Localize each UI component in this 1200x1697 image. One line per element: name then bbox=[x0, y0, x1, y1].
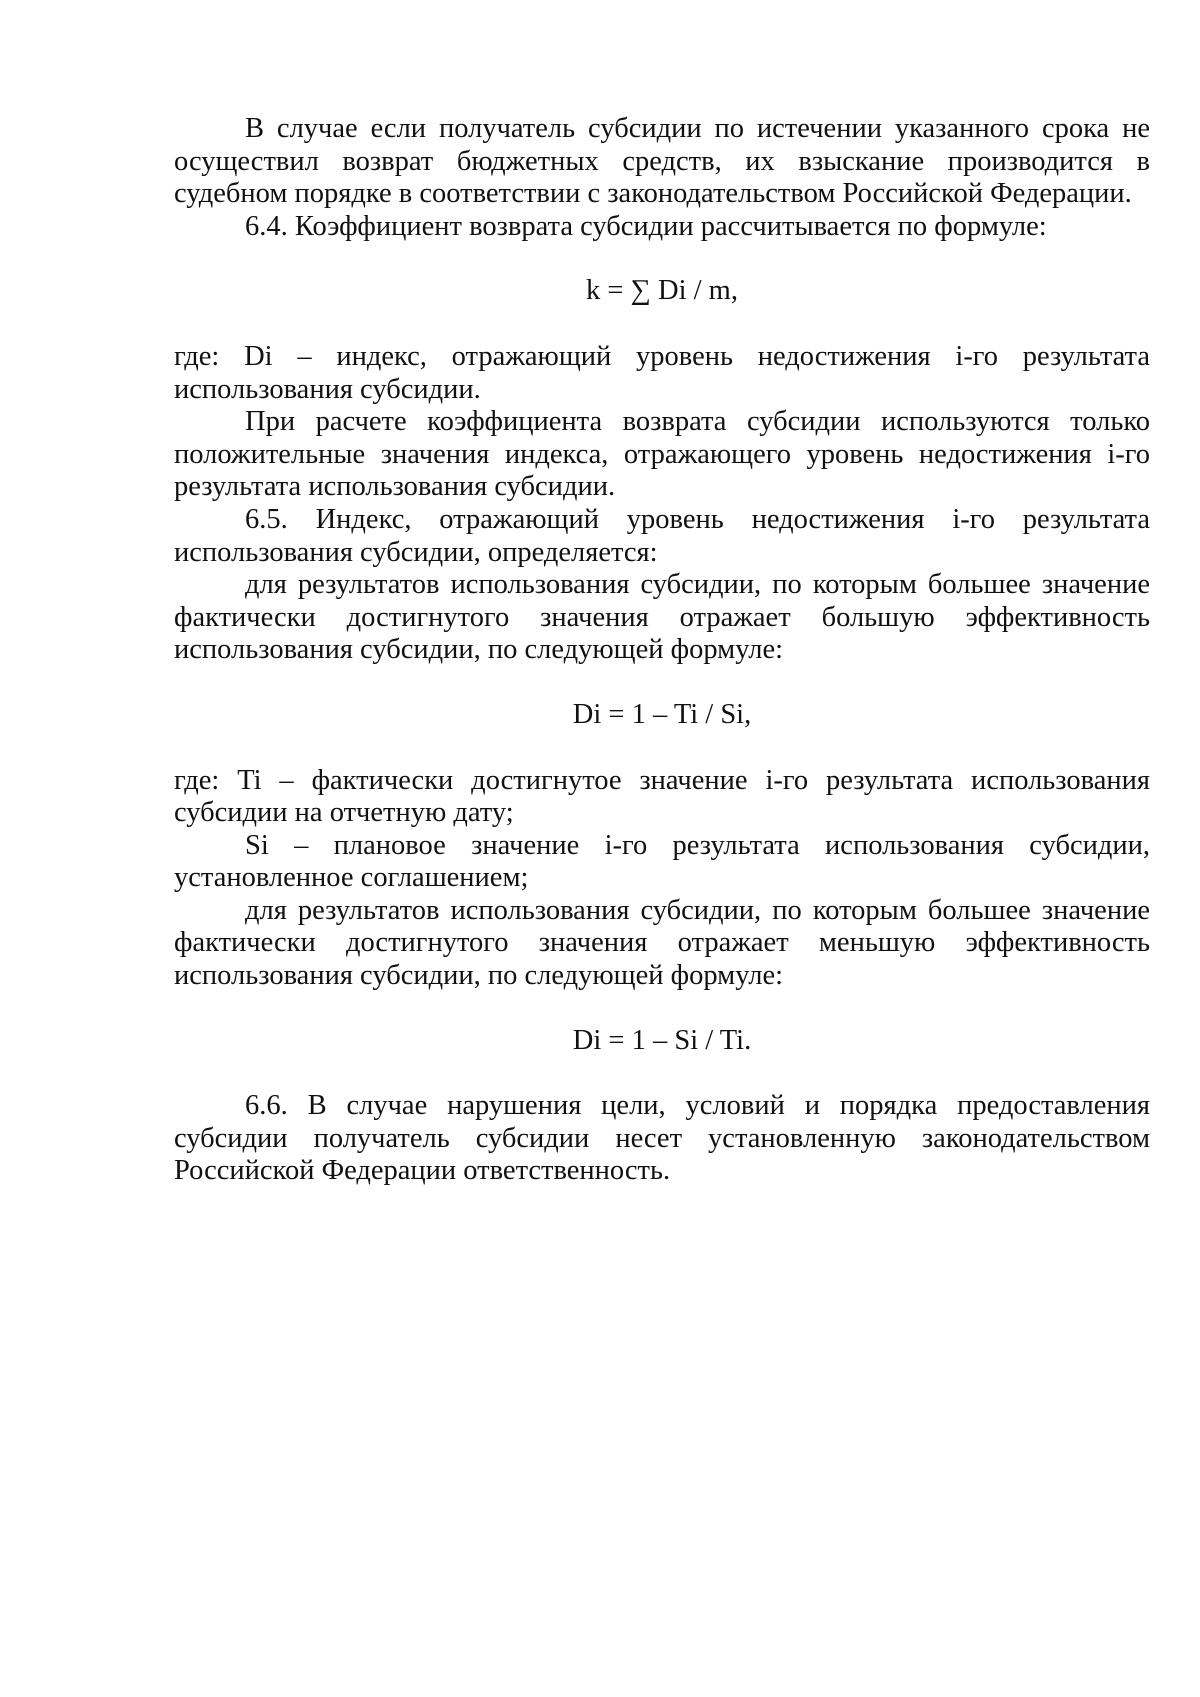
paragraph-6-4-coefficient: 6.4. Коэффициент возврата субсидии рассчитывается по формуле: bbox=[245, 210, 1047, 242]
paragraph-si-definition: Si – плановое значение i-го результата использования субсидии, установленное соглашением; bbox=[174, 829, 1150, 894]
paragraph-lesser-efficiency: для результатов использования субсидии, по которым большее значение фактически достигнутого значения отражает меньшую эффективность использования субсидии, по следующей формуле: bbox=[174, 894, 1150, 992]
formula-k: k = ∑ Di / m, bbox=[586, 275, 738, 307]
document-body bbox=[174, 113, 1150, 1188]
paragraph-6-5-index: 6.5. Индекс, отражающий уровень недостижения i-го результата использования субсидии, определяется: bbox=[174, 503, 1150, 568]
paragraph-where-di: где: Di – индекс, отражающий уровень недостижения i-го результата использования субсидии. bbox=[174, 340, 1150, 405]
formula-di-si-ti: Di = 1 – Si / Ti. bbox=[572, 1024, 752, 1056]
formula-di-ti-si: Di = 1 – Ti / Si, bbox=[572, 698, 752, 730]
paragraph-where-ti: где: Ti – фактически достигнутое значение i-го результата использования субсидии на отчетную дату; bbox=[174, 764, 1150, 829]
paragraph-greater-efficiency: для результатов использования субсидии, по которым большее значение фактически достигнутого значения отражает большую эффективность использования субсидии, по следующей формуле: bbox=[174, 569, 1150, 666]
paragraph-6-6-responsibility: 6.6. В случае нарушения цели, условий и порядка предоставления субсидии получатель субсидии несет установленную законодательством Российской Федерации ответственность. bbox=[174, 1090, 1150, 1187]
paragraph-recovery-judicial: В случае если получатель субсидии по истечении указанного срока не осуществил возврат бюджетных средств, их взыскание производится в судебном порядке в соответствии с законодательством Российской Федерации. bbox=[174, 113, 1150, 210]
paragraph-positive-values: При расчете коэффициента возврата субсидии используются только положительные значения индекса, отражающего уровень недостижения i-го результата использования субсидии. bbox=[174, 406, 1150, 503]
